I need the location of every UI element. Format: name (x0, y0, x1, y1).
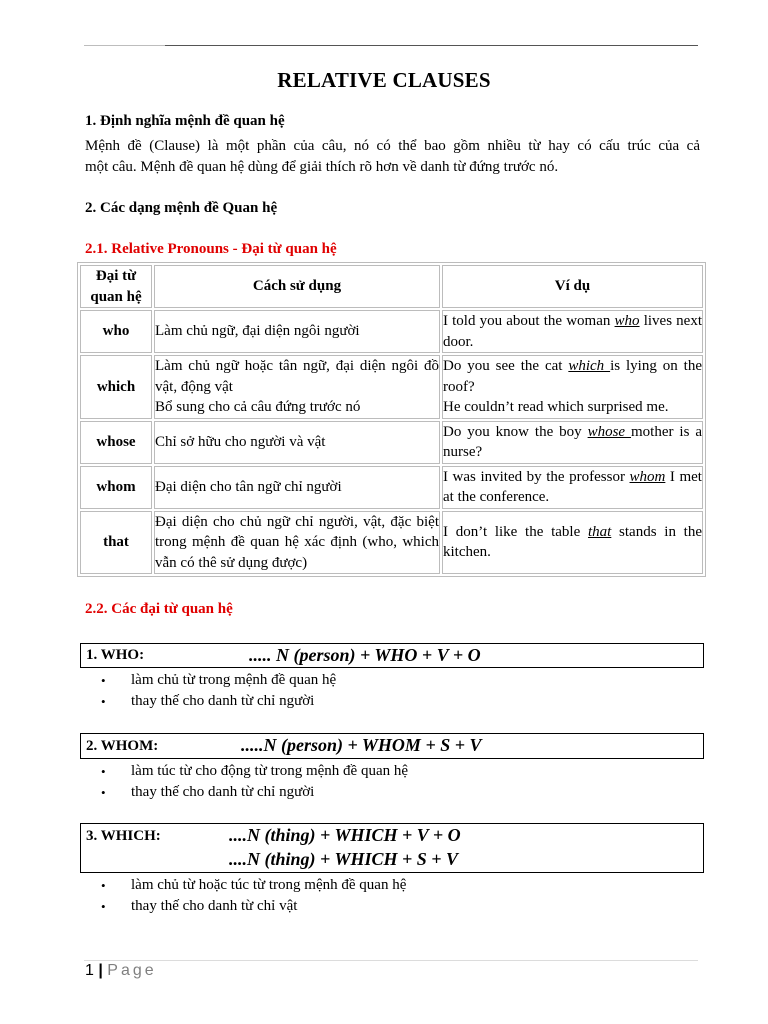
which-label: 3. WHICH: (86, 828, 161, 844)
paragraph-line: Mệnh đề (Clause) là một phần của câu, nó có thể bao gồm nhiều từ hay có cấu trúc của cả (85, 138, 700, 154)
whom-formula: .....N (person) + WHOM + S + V (241, 735, 482, 755)
example-cell: Do you see the cat which is lying on the roof? He couldn’t read which surprised me. (442, 355, 703, 419)
who-formula-box (80, 643, 704, 668)
list-item: • làm chủ từ hoặc túc từ trong mệnh đề quan hệ (131, 875, 406, 896)
header-example: Ví dụ (442, 265, 703, 308)
example-cell: I don’t like the table that stands in the kitchen. (442, 511, 703, 575)
list-item: • thay thế cho danh từ chỉ người (131, 782, 408, 803)
usage-cell: Đại diện cho tân ngữ chỉ người (154, 466, 440, 509)
which-formula-box (80, 823, 704, 873)
section-2-2-heading: 2.2. Các đại từ quan hệ (85, 601, 233, 617)
example-cell: Do you know the boy whose mother is a nurse? (442, 421, 703, 464)
who-bullets (131, 670, 336, 712)
table-row (80, 310, 703, 353)
table-row (80, 466, 703, 509)
usage-cell: Làm chủ ngữ hoặc tân ngữ, đại diện ngôi đồ vật, động vật Bổ sung cho cả câu đứng trước nó (154, 355, 440, 419)
section-2-1-heading: 2.1. Relative Pronouns - Đại từ quan hệ (85, 241, 337, 257)
table-row (80, 511, 703, 575)
pronoun-cell: who (80, 310, 152, 353)
document-title: RELATIVE CLAUSES (277, 68, 491, 92)
header-usage: Cách sử dụng (154, 265, 440, 308)
header-pronoun: Đại từ quan hệ (80, 265, 152, 308)
usage-cell: Chỉ sở hữu cho người và vật (154, 421, 440, 464)
footer-separator: | (98, 962, 103, 979)
who-label: 1. WHO: (86, 647, 145, 663)
pronoun-cell: which (80, 355, 152, 419)
usage-cell: Đại diện cho chủ ngữ chỉ người, vật, đặc biệt trong mệnh đề quan hệ xác định (who, which vẫn có thê sử dụng được) (154, 511, 440, 575)
pronoun-cell: whose (80, 421, 152, 464)
pronoun-cell: whom (80, 466, 152, 509)
which-bullets (131, 875, 406, 917)
table-row (80, 355, 703, 419)
relative-pronouns-table (77, 262, 706, 577)
usage-cell: Làm chủ ngữ, đại diện ngôi người (154, 310, 440, 353)
pronoun-cell: that (80, 511, 152, 575)
table-row (80, 421, 703, 464)
section-2-heading: 2. Các dạng mệnh đề Quan hệ (85, 200, 278, 216)
page-label: Page (107, 962, 157, 979)
example-cell: I told you about the woman who lives next door. (442, 310, 703, 353)
who-formula: ..... N (person) + WHO + V + O (249, 645, 481, 665)
page-number: 1 (85, 962, 94, 979)
whom-label: 2. WHOM: (86, 738, 159, 754)
which-formula-2: ....N (thing) + WHICH + S + V (229, 849, 458, 869)
paragraph-line: một câu. Mệnh đề quan hệ dùng để giải thích rõ hơn về danh từ đứng trước nó. (85, 159, 559, 175)
page-footer (85, 962, 157, 980)
whom-bullets (131, 761, 408, 803)
header-rule-accent (165, 45, 698, 46)
section-1-heading: 1. Định nghĩa mệnh đề quan hệ (85, 113, 285, 129)
whom-formula-box (80, 733, 704, 759)
list-item: • thay thế cho danh từ chỉ người (131, 691, 336, 712)
list-item: • làm túc từ cho động từ trong mệnh đề quan hệ (131, 761, 408, 782)
section-1-paragraph (85, 136, 700, 178)
table-header-row (80, 265, 703, 308)
example-cell: I was invited by the professor whom I met at the conference. (442, 466, 703, 509)
footer-rule (84, 960, 698, 961)
list-item: • thay thế cho danh từ chỉ vật (131, 896, 406, 917)
which-formula-1: ....N (thing) + WHICH + V + O (229, 825, 461, 845)
list-item: • làm chủ từ trong mệnh đề quan hệ (131, 670, 336, 691)
